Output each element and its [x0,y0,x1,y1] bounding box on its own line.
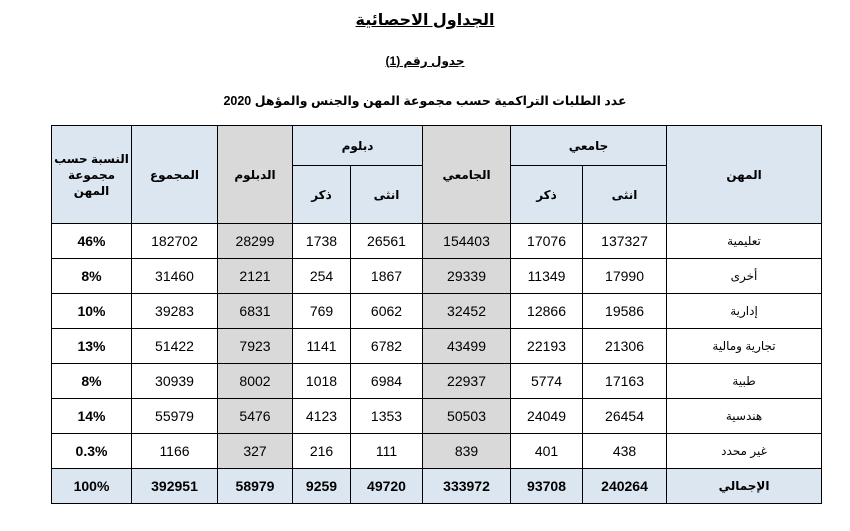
header-total: المجموع [132,126,218,224]
university-male-cell: 401 [511,434,583,469]
table-row [52,364,822,399]
table-row [52,329,822,364]
diploma-male-cell: 4123 [293,399,351,434]
university-total-cell: 29339 [423,259,511,294]
university-male-cell: 11349 [511,259,583,294]
university-female-cell: 19586 [583,294,667,329]
total-cell: 31460 [132,259,218,294]
diploma-female-cell: 6984 [351,364,423,399]
university-male-cell: 17076 [511,224,583,259]
university-female-cell: 17163 [583,364,667,399]
total-cell: 1166 [132,434,218,469]
diploma-female-cell: 111 [351,434,423,469]
total-cell: 182702 [132,224,218,259]
university-female-cell: 26454 [583,399,667,434]
table-row [52,224,822,259]
university-male-cell: 12866 [511,294,583,329]
total-cell: 30939 [132,364,218,399]
stats-table [51,125,822,504]
university-female-cell: 438 [583,434,667,469]
header-ratio: النسبة حسب مجموعة المهن [52,126,132,224]
diploma-male-cell: 254 [293,259,351,294]
table-number: جدول رقم (1) [385,54,465,68]
total-cell: 392951 [132,469,218,504]
header-university: جامعي [511,126,667,166]
total-cell: 51422 [132,329,218,364]
university-total-cell: 333972 [423,469,511,504]
total-row [52,469,822,504]
diploma-total-cell: 58979 [218,469,293,504]
occupation-cell: تعليمية [667,224,822,259]
total-cell: 55979 [132,399,218,434]
university-male-cell: 5774 [511,364,583,399]
ratio-cell: 14% [52,399,132,434]
university-total-cell: 50503 [423,399,511,434]
diploma-male-cell: 1018 [293,364,351,399]
diploma-male-cell: 216 [293,434,351,469]
table-caption: عدد الطلبات التراكمية حسب مجموعة المهن والجنس والمؤهل 2020 [223,94,627,108]
ratio-cell: 0.3% [52,434,132,469]
diploma-female-cell: 49720 [351,469,423,504]
ratio-cell: 13% [52,329,132,364]
ratio-cell: 100% [52,469,132,504]
diploma-total-cell: 5476 [218,399,293,434]
header-diploma-male: ذكر [293,166,351,224]
university-total-cell: 839 [423,434,511,469]
ratio-cell: 8% [52,259,132,294]
ratio-cell: 46% [52,224,132,259]
header-diploma-female: انثى [351,166,423,224]
diploma-total-cell: 8002 [218,364,293,399]
occupation-cell: الإجمالي [667,469,822,504]
university-female-cell: 137327 [583,224,667,259]
table-body [52,224,822,504]
diploma-male-cell: 9259 [293,469,351,504]
diploma-total-cell: 7923 [218,329,293,364]
table-row [52,434,822,469]
diploma-female-cell: 6782 [351,329,423,364]
occupation-cell: أخرى [667,259,822,294]
header-university-total: الجامعي [423,126,511,224]
diploma-female-cell: 1353 [351,399,423,434]
university-total-cell: 22937 [423,364,511,399]
occupation-cell: هندسية [667,399,822,434]
diploma-male-cell: 1738 [293,224,351,259]
ratio-cell: 8% [52,364,132,399]
diploma-female-cell: 26561 [351,224,423,259]
university-female-cell: 17990 [583,259,667,294]
total-cell: 39283 [132,294,218,329]
diploma-female-cell: 1867 [351,259,423,294]
diploma-male-cell: 1141 [293,329,351,364]
header-university-male: ذكر [511,166,583,224]
university-total-cell: 43499 [423,329,511,364]
occupation-cell: غير محدد [667,434,822,469]
diploma-total-cell: 2121 [218,259,293,294]
table-row [52,259,822,294]
university-total-cell: 32452 [423,294,511,329]
diploma-total-cell: 327 [218,434,293,469]
university-male-cell: 22193 [511,329,583,364]
header-occupations: المهن [667,126,822,224]
occupation-cell: تجارية ومالية [667,329,822,364]
diploma-total-cell: 28299 [218,224,293,259]
diploma-female-cell: 6062 [351,294,423,329]
table-row [52,399,822,434]
university-female-cell: 21306 [583,329,667,364]
diploma-total-cell: 6831 [218,294,293,329]
occupation-cell: طبية [667,364,822,399]
occupation-cell: إدارية [667,294,822,329]
header-diploma-total: الدبلوم [218,126,293,224]
page-title: الجداول الاحصائية [355,12,495,29]
university-female-cell: 240264 [583,469,667,504]
university-male-cell: 93708 [511,469,583,504]
university-total-cell: 154403 [423,224,511,259]
university-male-cell: 24049 [511,399,583,434]
header-diploma: دبلوم [293,126,423,166]
ratio-cell: 10% [52,294,132,329]
header-university-female: انثى [583,166,667,224]
table-row [52,294,822,329]
diploma-male-cell: 769 [293,294,351,329]
